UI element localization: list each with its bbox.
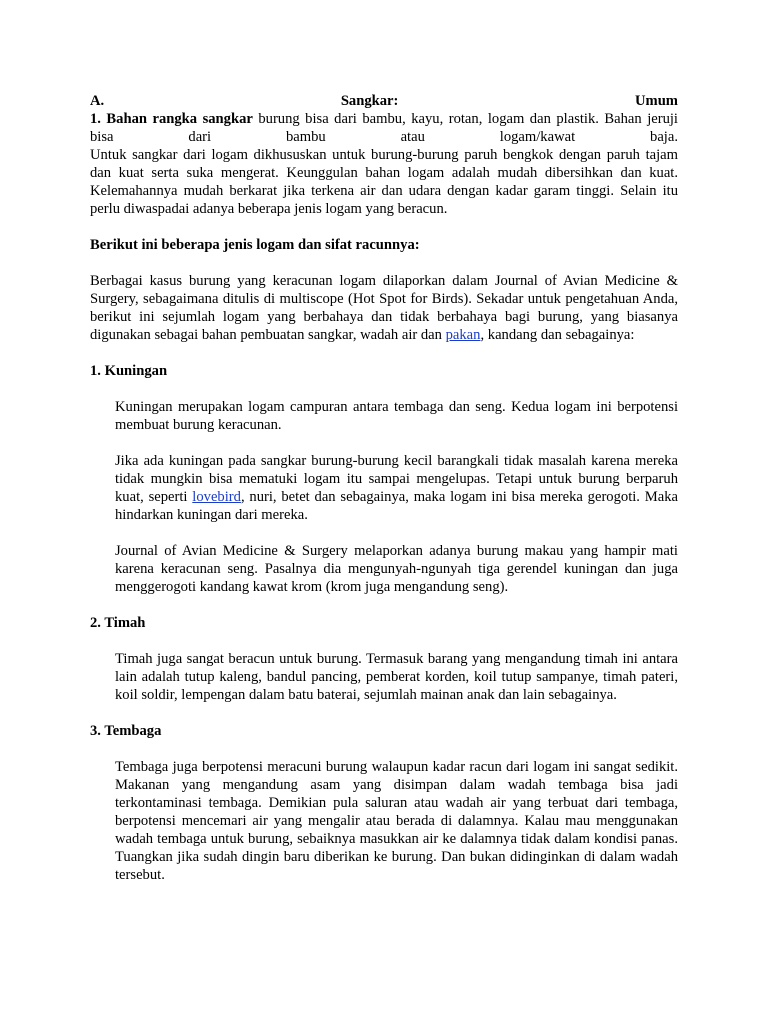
section-a-line1 [90,110,678,128]
document-body [90,92,678,884]
tembaga-paragraph: Tembaga juga berpotensi meracuni burung walaupun kadar racun dari logam ini sangat sedikit. Makanan yang mengandung asam yang disimpan dalam wadah tembaga bisa jadi terkontaminasi tembaga. Demikian pula saluran atau wadah air yang terbuat dari tembaga, berpotensi mencemari air yang mengalir atau berada di dalamnya. Kalau mau menggunakan wadah tembaga untuk burung, sebaiknya masukkan air ke dalamnya tidak dalam kondisi panas. Tuangkan jika sudah dingin baru diberikan ke burung. Dan bukan didinginkan di dalam wadah tersebut. [115,759,678,883]
kuningan-paragraph-2: Jika ada kuningan pada sangkar burung-burung kecil barangkali tidak masalah karena mereka tidak mungkin bisa mematuki logam itu sampai mengelupas. Tetapi untuk burung berparuh kuat, seperti lovebird, nuri, betet dan sebagainya, maka logam ini bisa mereka gerogoti. Maka hindarkan kuningan dari mereka. [115,453,678,523]
frame-material-text: burung bisa dari bambu, kayu, rotan, logam dan plastik. Bahan jeruji [252,111,678,127]
lovebird-link[interactable]: lovebird [192,489,241,505]
section-a-line2: bisa dari bambu atau logam/kawat baja. [90,129,678,145]
kuningan-paragraph-1: Kuningan merupakan logam campuran antara tembaga dan seng. Kedua logam ini berpotensi membuat burung keracunan. [115,399,678,433]
intro-paragraph: Berbagai kasus burung yang keracunan logam dilaporkan dalam Journal of Avian Medicine & Surgery, sebagaimana ditulis di multiscope (Hot Spot for Birds). Sekadar untuk pengetahuan Anda, berikut ini sejumlah logam yang berbahaya dan tidak berbahaya bagi burung, yang biasanya digunakan sebagai bahan pembuatan sangkar, wadah air dan pakan, kandang dan sebagainya: [90,273,678,343]
metals-heading: Berikut ini beberapa jenis logam dan sifat racunnya: [90,237,420,253]
frame-material-label: 1. Bahan rangka sangkar [90,111,253,127]
section-a-title: Sangkar: [340,93,399,109]
tembaga-heading: 3. Tembaga [90,723,162,739]
kuningan-paragraph-3: Journal of Avian Medicine & Surgery melaporkan adanya burung makau yang hampir mati karena keracunan seng. Pasalnya dia mengunyah-ngunyah tiga gerendel kuningan dan juga menggerogoti kandang kawat krom (krom juga mengandung seng). [115,543,678,595]
timah-heading: 2. Timah [90,615,146,631]
timah-paragraph: Timah juga sangat beracun untuk burung. Termasuk barang yang mengandung timah ini antara lain adalah tutup kaleng, bandul pancing, pemberat korden, koil tutup sampanye, timah pateri, koil soldir, lempengan dalam batu baterai, sejumlah mainan anak dan lain sebagainya. [115,651,678,703]
metal-cage-paragraph: Untuk sangkar dari logam dikhususkan untuk burung-burung paruh bengkok dengan paruh tajam dan kuat serta suka mengerat. Keunggulan bahan logam adalah mudah dibersihkan dan kuat. Kelemahannya mudah berkarat jika terkena air dan udara dengan kadar garam tinggi. Selain itu perlu diwaspadai adanya beberapa jenis logam yang beracun. [90,147,678,217]
section-a-heading [90,92,678,110]
kuningan-heading: 1. Kuningan [90,363,168,379]
section-a-letter: A. [90,93,105,109]
pakan-link[interactable]: pakan [445,327,481,343]
section-a-right: Umum [635,93,678,109]
